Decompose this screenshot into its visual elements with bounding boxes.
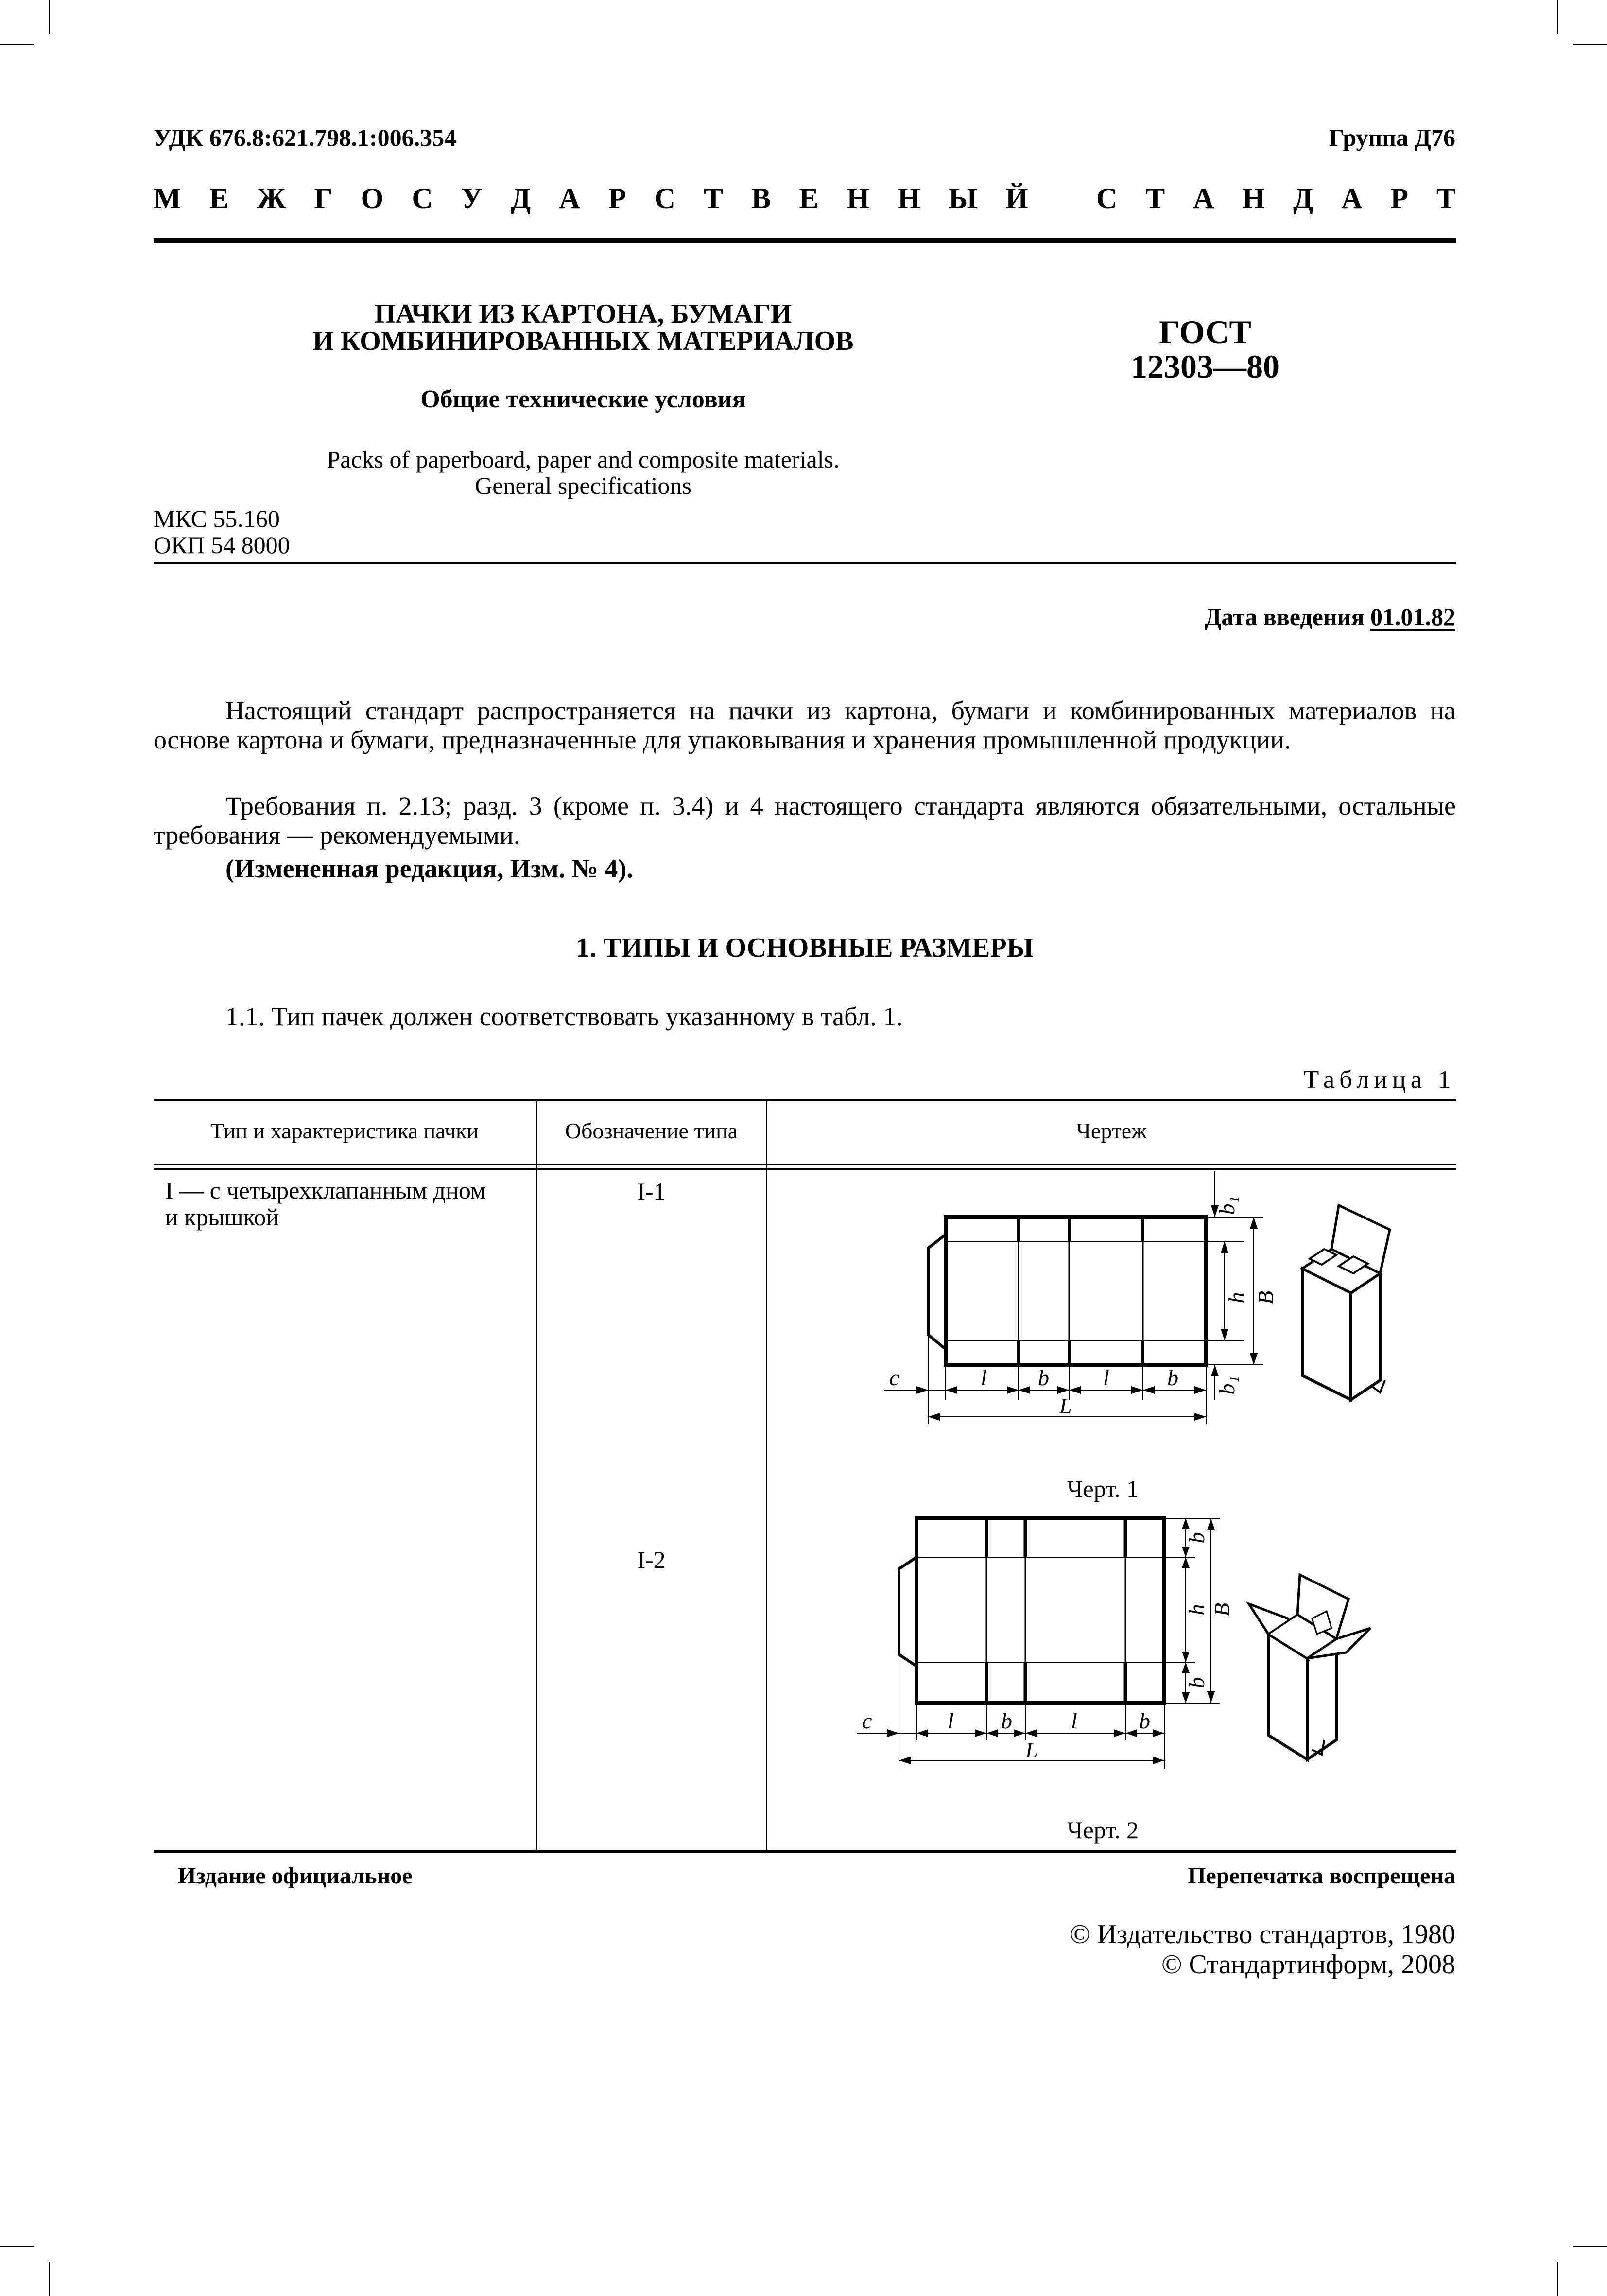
banner-letter: Д [1293,182,1313,214]
banner-letter: С [1096,182,1118,214]
clause-1-1: 1.1. Тип пачек должен соответствовать указанному в табл. 1. [225,1002,903,1031]
dim-label-c: c [862,1708,872,1733]
dim-label-L: L [1025,1738,1038,1762]
okp-code: ОКП 54 8000 [154,531,290,558]
scope-text: Настоящий стандарт распространяется на пачки из картона, бумаги и комбинированных материалов на основе картона и бумаги, предназначенные для упаковывания и хранения промышленной продукции. [154,696,1456,755]
crop-mark [1573,2246,1607,2247]
dim-label-l: l [948,1708,954,1733]
introduction-date-value: 01.01.82 [1370,603,1455,630]
official-edition-label: Издание официальное [178,1863,413,1889]
banner-letter: С [654,182,675,214]
type-description-line-2: и крышкой [165,1203,279,1231]
crop-mark [0,44,34,45]
table-caption: Таблица 1 [1303,1066,1455,1094]
banner-letter: Н [847,182,870,214]
arrowhead [887,1729,899,1737]
amendment-note: (Измененная редакция, Изм. № 4). [225,854,633,883]
document-title [160,300,1006,355]
crop-mark [49,0,50,34]
banner-letter: А [1193,182,1214,214]
title-line-2: И КОМБИНИРОВАННЫХ МАТЕРИАЛОВ [312,326,854,356]
banner-letter: Т [1145,182,1165,214]
udk-code: УДК 676.8:621.798.1:006.354 [154,124,457,151]
scope-paragraph [154,696,1456,755]
banner-letter: Е [799,182,819,214]
dim-label-l: l [981,1365,987,1390]
dim-label-b: b [1001,1708,1012,1733]
table-column-divider [766,1100,767,1851]
type-description-line-1: I — с четырехклапанным дном [165,1177,486,1204]
reprint-forbidden-label: Перепечатка воспрещена [1188,1863,1455,1889]
banner-letter: Е [209,182,229,214]
dim-label-l: l [1103,1365,1109,1390]
introduction-date-label: Дата введения [1205,603,1365,630]
dim-label-c: c [889,1365,899,1390]
dim-label-L: L [1059,1393,1072,1418]
table-header-type: Тип и характеристика пачки [210,1118,479,1143]
table-column-divider [536,1100,537,1851]
classification-codes [154,505,290,558]
english-title-line-2: General specifications [475,472,691,499]
banner-word-standard [1096,182,1456,215]
banner-letter: Г [314,182,333,214]
banner-letter: Н [1242,182,1265,214]
requirements-text: Требования п. 2.13; разд. 3 (кроме п. 3.4) и 4 настоящего стандарта являются обязательными, остальные требования — рекомендуемыми. [154,791,1456,850]
banner-letter: Р [1390,182,1409,214]
banner-letter: С [412,182,433,214]
header-rule [154,238,1456,243]
english-title-line-1: Packs of paperboard, paper and composite materials. [327,446,840,473]
title-rule [154,562,1456,564]
dim-label-h: h [1184,1604,1209,1616]
glue-flap [928,1235,946,1349]
dim-label-b-bottom: b [1184,1677,1209,1688]
gost-label: ГОСТ [1159,313,1251,350]
copyright-2008: © Стандартинформ, 2008 [1161,1949,1455,1980]
mks-code: МКС 55.160 [154,505,280,532]
arrowhead [916,1386,928,1394]
dim-label-b-top: b [1184,1532,1209,1544]
box-isometric-1 [1302,1205,1390,1400]
table-header-border [154,1168,1456,1170]
banner-letter: Т [704,182,724,214]
gost-number: 12303—80 [1131,348,1279,385]
banner-letter: О [361,182,384,214]
standard-banner [154,182,1456,215]
crop-mark [1573,44,1607,45]
banner-letter: М [154,182,181,214]
drawing-2-caption: Черт. 2 [1067,1816,1139,1844]
dim-label-b: b [1038,1365,1049,1390]
banner-letter: Р [608,182,626,214]
copyright-1980: © Издательство стандартов, 1980 [1070,1919,1455,1949]
table-bottom-border [154,1850,1456,1853]
table-header-drawing: Чертеж [1076,1118,1147,1143]
crop-mark [1557,2262,1558,2296]
crop-mark [0,2246,34,2247]
banner-letter: Й [1005,182,1028,214]
banner-letter: Т [1436,182,1456,214]
table-top-border [154,1099,1456,1101]
blank-outline [946,1217,1206,1365]
banner-letter: Д [511,182,531,214]
table-cell-type [165,1177,535,1231]
banner-word-interstate [154,182,1028,215]
banner-letter: Ы [949,182,977,214]
drawing-1-caption: Черт. 1 [1067,1475,1139,1502]
dim-label-b: b [1139,1708,1150,1733]
introduction-date [1205,603,1455,631]
english-title [160,446,1006,499]
dim-label-b1-bottom: b₁ [1214,1375,1239,1395]
group-code: Группа Д76 [1329,124,1455,151]
banner-letter: В [751,182,771,214]
table-header-designation: Обозначение типа [565,1118,738,1143]
crop-mark [49,2262,50,2296]
drawing-2 [846,1507,1448,1789]
copyright-block [1070,1920,1455,1980]
dim-label-l: l [1071,1708,1077,1733]
banner-letter: У [461,182,483,214]
requirements-paragraph [154,791,1456,850]
crop-mark [1557,0,1558,34]
banner-letter: А [559,182,580,214]
designation-i1: I-1 [637,1178,666,1205]
arrowhead [1211,1365,1219,1376]
designation-i2: I-2 [637,1546,666,1573]
document-subtitle: Общие технические условия [420,385,746,413]
banner-letter: Ж [257,182,286,214]
drawing-1 [865,1171,1429,1444]
dim-label-B: B [1210,1602,1234,1617]
box-isometric-2 [1249,1575,1370,1759]
dim-label-b: b [1167,1365,1178,1390]
banner-letter: А [1341,182,1363,214]
dim-label-b1-top: b₁ [1214,1196,1239,1215]
glue-flap [899,1557,916,1666]
banner-letter: Н [898,182,920,214]
gost-designation [1059,315,1351,384]
section-heading: 1. ТИПЫ И ОСНОВНЫЕ РАЗМЕРЫ [576,933,1034,963]
dim-label-B: B [1253,1290,1278,1305]
table-header-border [154,1164,1456,1165]
title-line-1: ПАЧКИ ИЗ КАРТОНА, БУМАГИ [374,299,792,329]
dim-label-h: h [1224,1292,1249,1304]
